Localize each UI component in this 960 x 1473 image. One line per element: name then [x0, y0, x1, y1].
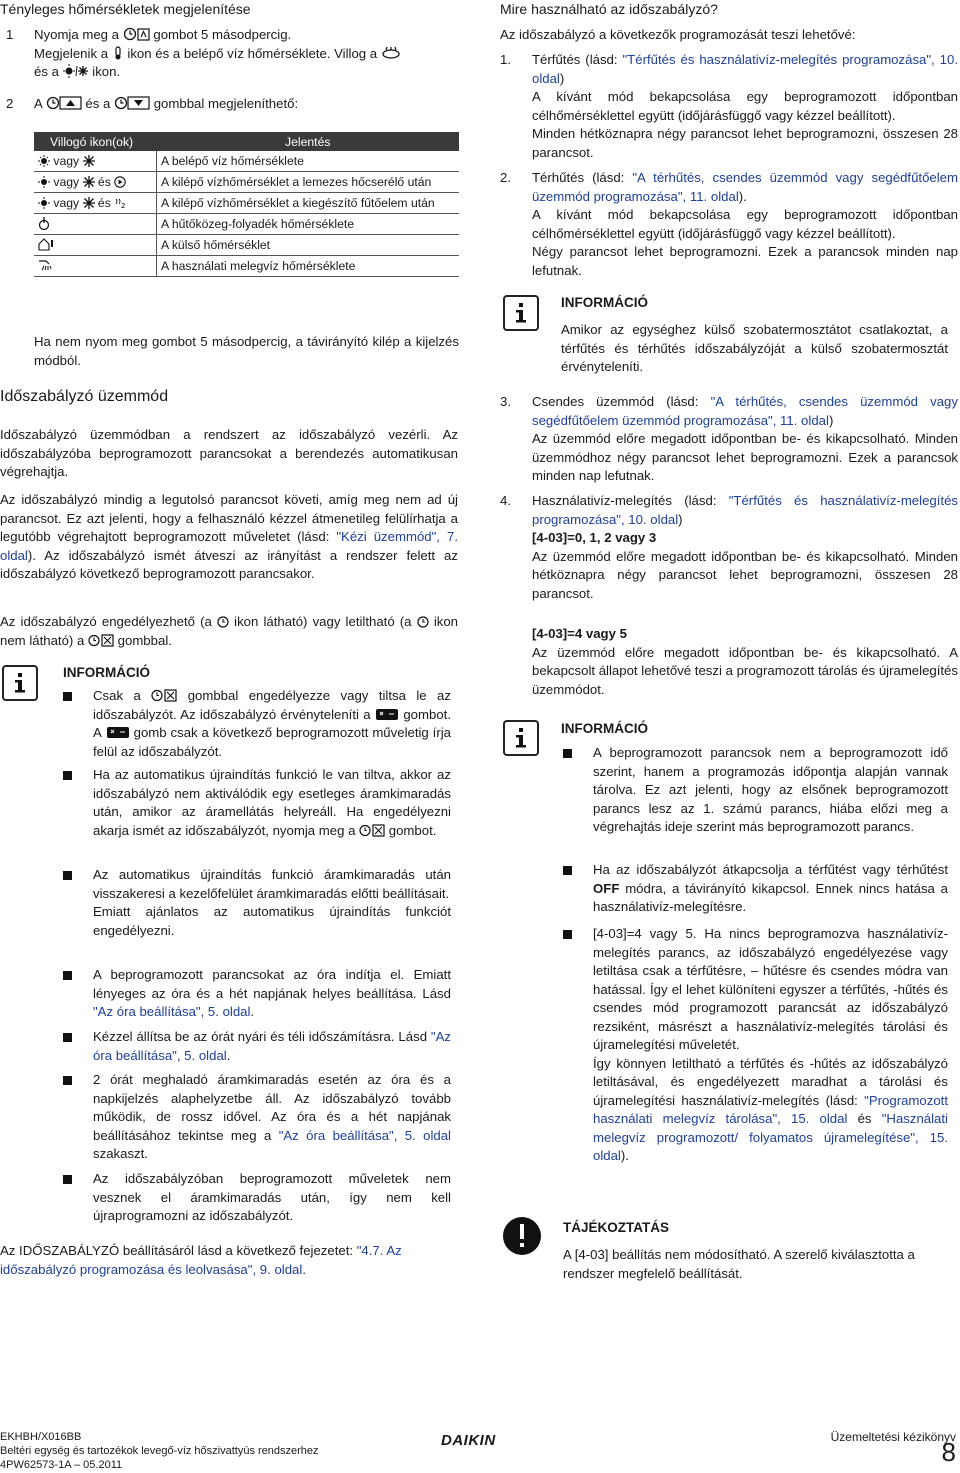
right-title: Mire használható az időszabályzó? — [500, 1, 718, 17]
step-1: Nyomja meg a gombot 5 másodpercig. Megjelenik a ikon és a belépő víz hőmérséklete. Villog a és a ikon. — [34, 26, 459, 82]
bullet — [563, 930, 572, 939]
info-icon — [2, 665, 38, 701]
caution-icon — [503, 1217, 541, 1255]
bullet — [63, 871, 72, 880]
info-bullet-3: Az automatikus újraindítás funkció áramkimaradás után visszakeresi a kezelőfelület áramkimaradás előtti beállításait. Emiatt ajánlatos az automatikus újraindítás funkciót engedélyezni. — [93, 867, 451, 938]
link-cooling-programming[interactable]: "A térhűtés, csendes üzemmód vagy segédfűtőelem üzemmód programozása", 11. oldal — [532, 170, 958, 204]
timer-button-icon — [359, 824, 385, 837]
link-clock-setting[interactable]: "Az óra beállítása", 5. oldal — [93, 1004, 251, 1019]
info-room-thermostat: Amikor az egységhez külső szobatermosztátot csatlakoztat, a térfűtés és térhűtés időszabályzóját a külső szobatermosztát érvényteleníti. — [561, 322, 948, 374]
table-row: vagy és 2 A kilépő vízhőmérséklet a kiegészítő fűtőelem után — [34, 193, 459, 214]
timer-button-icon — [88, 634, 114, 647]
item-3: Csendes üzemmód (lásd: "A térhűtés, csendes üzemmód vagy segédfűtőelem üzemmód programozása", 11. oldal) Az üzemmód előre megadott időpontban be- és kikapcsolható. Minden üzemmódhoz négy parancsot lehet beprogramozni. Ezek a parancsok minden nap lefutnak. — [532, 394, 958, 483]
timer-mode-title: Időszabályzó üzemmód — [0, 388, 169, 405]
table-row: A külső hőmérséklet — [34, 235, 459, 256]
shower-icon — [38, 259, 52, 272]
info-bullet-1: Csak a gombbal engedélyezze vagy tiltsa le az időszabályzót. Az időszabályzó érvényteleníti a gombot. A gomb csak a következő beprogramozott műveletig írja felül az időszabályzót. — [93, 688, 451, 759]
table-row: A használati melegvíz hőmérséklete — [34, 256, 459, 277]
backup-heater-icon — [114, 196, 128, 209]
section-title: Tényleges hőmérsékletek megjelenítése — [0, 1, 251, 17]
final-reference: Az IDŐSZABÁLYZÓ beállításáról lásd a következő fejezetet: "4.7. Az időszabályzó programozása és leolvasása", 9. oldal. — [0, 1243, 402, 1277]
right-intro: Az időszabályzó a következők programozását teszi lehetővé: — [500, 27, 856, 42]
bullet — [563, 749, 572, 758]
link-heating-dhw-programming[interactable]: "Térfűtés és használativíz-melegítés programozása", 10. oldal — [532, 52, 958, 86]
right-info-bullet-3: [4-03]=4 vagy 5. Ha nincs beprogramozva használativíz-melegítés parancs, az időszabályzó engedélyezése vagy letiltása csak a térfűtésre, – hűtésre és csendes módra van hatással. Így el lehet különíteni egyszer a térfűtés, -hűtés és csendes mód programozott parancsát az időszabályzó rezsiként, másrészt a használativíz-melegítés tárolási és újramelegítési műveletét. Így könnyen letiltható a térfűtés és -hűtés az időszabályzó letiltásával, és engedélyezett maradhat a tárolási és újramelegítési használativíz-melegítés (lásd: "Programozott használati melegvíz tárolása", 15. oldal és "Használati melegvíz programozott/ folyamatos újramelegítése", 15. oldal). — [593, 926, 948, 1163]
sun-icon — [38, 197, 50, 209]
info-bullet-7: Az időszabályzóban beprogramozott műveletek nem vesznek el áramkimaradás után, így nem kell újraprogramozni az időszabályzót. — [93, 1171, 451, 1223]
table-row: vagy és A kilépő vízhőmérséklet a lemezes hőcserélő után — [34, 172, 459, 193]
table-row: vagy A belépő víz hőmérséklete — [34, 151, 459, 172]
item-3-number: 3. — [500, 394, 511, 409]
clock-icon — [217, 616, 229, 628]
info-bullet-6: 2 órát meghaladó áramkimaradás esetén az óra és a napkijelzés alaphelyzetbe áll. Az időszabályzó tovább működik, de rossz idővel. Az óra és a hét napjának beállításához tekintse meg a "Az óra beállítása", 5. oldal szakaszt. — [93, 1072, 451, 1161]
bullet — [63, 971, 72, 980]
timer-paragraph-2: Az időszabályzó mindig a legutolsó parancsot követi, amíg meg nem ad új parancsot. Ez azt jelenti, hogy a felhasználó kézzel átmenetileg felülírhatja a legutóbb végrehajtott beprogramozott műveletet (lásd: "Kézi üzemmód", 7. oldal). Az időszabályzó ismét átveszi az irányítást a rendszer felett az időszabályzó következő beprogramozott parancsakor. — [0, 492, 458, 581]
link-dhw-reheat[interactable]: "Használati melegvíz programozott/ folyamatos újramelegítése", 15. oldal — [593, 1111, 948, 1163]
table-header-meaning: Jelentés — [157, 132, 460, 151]
display-mode-icon — [137, 28, 150, 41]
info-bullet-2: Ha az automatikus újraindítás funkció le van tiltva, akkor az időszabályzó nem aktiválódik egy esetleges áramkimaradás után, amikor az áramellátás helyreáll. Ha engedélyezni akarja ismét az időszabályzót, nyomja meg a gombot. — [93, 767, 451, 838]
info-label: INFORMÁCIÓ — [561, 295, 648, 310]
link-heating-dhw-programming[interactable]: "Térfűtés és használativíz-melegítés programozása", 10. oldal — [532, 493, 958, 527]
caution-label: TÁJÉKOZTATÁS — [563, 1220, 669, 1235]
link-timer-programming[interactable]: "4.7. Az időszabályzó programozása és leolvasása", 9. oldal — [0, 1243, 402, 1277]
link-clock-setting[interactable]: "Az óra beállítása", 5. oldal — [93, 1029, 451, 1063]
step-2: A és a gombbal megjeleníthető: — [34, 96, 299, 111]
item-4: Használativíz-melegítés (lásd: "Térfűtés és használativíz-melegítés programozása", 10. oldal) [4-03]=0, 1, 2 vagy 3 Az üzemmód előre megadott időpontban be- és kikapcsolható. Minden hétköznapra négy parancsot lehet beprogramozni, összesen 28 parancsot. [4-03]=4 vagy 5 Az üzemmód előre megadott időpontban be- és kikapcsolható. A bekapcsolt állapot lehetővé teszi a programozott tárolás és újramelegítés üzemmódot. — [532, 493, 958, 697]
play-icon — [114, 176, 126, 188]
link-clock-setting[interactable]: "Az óra beállítása", 5. oldal — [278, 1127, 451, 1143]
step-2-number: 2 — [6, 96, 14, 111]
info-icon — [503, 720, 539, 756]
timer-paragraph-3: Az időszabályzó engedélyezhető (a ikon látható) vagy letiltható (a ikon nem látható) a gombbal. — [0, 614, 459, 648]
refrigerant-icon — [38, 217, 50, 230]
info-bullet-5: Kézzel állítsa be az órát nyári és téli időszámításra. Lásd "Az óra beállítása", 5. oldal. — [93, 1029, 451, 1063]
timer-button-icon — [151, 689, 177, 702]
sun-icon — [38, 176, 50, 188]
link-manual-mode[interactable]: "Kézi üzemmód", 7. oldal — [0, 529, 458, 563]
table-header-icons: Villogó ikon(ok) — [34, 132, 157, 151]
mode-button-icon — [375, 708, 399, 721]
mode-button-icon — [106, 726, 130, 739]
right-info-bullet-1: A beprogramozott parancsok nem a beprogramozott idő szerint, hanem a programozás időpontja alapján vannak tárolva. Ez azt jelenti, hogy az elsőnek beprogramozott parancs lesz az 1. számú parancs, hiába előzi meg a végrehajtás ideje szerint más beprogramozott parancs. — [593, 745, 948, 834]
item-4-number: 4. — [500, 493, 511, 508]
item-2: Térhűtés (lásd: "A térhűtés, csendes üzemmód vagy segédfűtőelem üzemmód programozása", 11. oldal). A kívánt mód bekapcsolása egy beprogramozott időpontban célhőmérséklettel együtt (időjárásfüggő vagy kézzel beállított). Négy parancsot lehet beprogramozni. Ezek a parancsok minden nap lefutnak. — [532, 170, 958, 278]
after-table-text: Ha nem nyom meg gombot 5 másodpercig, a távirányító kilép a kijelzés módból. — [34, 334, 459, 368]
step-1-number: 1 — [6, 27, 14, 42]
info-label: INFORMÁCIÓ — [63, 665, 150, 680]
water-inlet-icon — [381, 46, 401, 60]
footer-manual-title: Üzemeltetési kézikönyv — [830, 1430, 956, 1444]
thermometer-icon — [112, 46, 124, 60]
outdoor-house-icon — [38, 238, 54, 251]
bullet — [63, 1175, 72, 1184]
clock-icon — [123, 27, 137, 41]
footer-model: EKHBH/X016BB — [0, 1431, 82, 1443]
item-2-number: 2. — [500, 170, 511, 185]
footer-description: Beltéri egység és tartozékok levegő-víz hőszivattyús rendszerhez — [0, 1445, 319, 1457]
daikin-logo: DAIKIN — [441, 1432, 496, 1449]
snowflake-icon — [83, 155, 95, 167]
info-label: INFORMÁCIÓ — [561, 721, 648, 736]
bullet — [63, 771, 72, 780]
link-quiet-mode-programming[interactable]: "A térhűtés, csendes üzemmód vagy segédfűtőelem üzemmód programozása", 11. oldal — [532, 394, 958, 428]
caution-text: A [4-03] beállítás nem módosítható. A szerelő kiválasztotta a rendszer megfelelő beállítását. — [563, 1247, 915, 1281]
snowflake-icon — [83, 197, 95, 209]
right-info-bullet-2: Ha az időszabályzót átkapcsolja a térfűtést vagy térhűtést OFF módra, a távirányító kikapcsol. Ennek nincs hatása a használativíz-melegítésre. — [593, 862, 949, 914]
info-icon — [503, 295, 539, 331]
snowflake-icon — [83, 176, 95, 188]
svg-text:2: 2 — [121, 202, 126, 209]
bullet — [63, 692, 72, 701]
table-row: A hűtőközeg-folyadék hőmérséklete — [34, 214, 459, 235]
sun-icon — [38, 155, 50, 167]
bullet — [63, 1076, 72, 1085]
link-dhw-storage[interactable]: "Programozott használati melegvíz tárolása", 15. oldal — [593, 1092, 948, 1126]
item-1: Térfűtés (lásd: "Térfűtés és használativíz-melegítés programozása", 10. oldal) A kívánt mód bekapcsolása egy beprogramozott időpontban célhőmérséklettel együtt (időjárásfüggő vagy kézzel beállított). Minden hétköznapra négy parancsot lehet beprogramozni, összesen 28 parancsot. — [532, 52, 958, 160]
clock-down-button-icon — [114, 96, 150, 110]
footer-code: 4PW62573-1A – 05.2011 — [0, 1459, 123, 1471]
item-1-number: 1. — [500, 52, 511, 67]
clock-icon — [417, 616, 429, 628]
bullet — [563, 866, 572, 875]
info-bullet-4: A beprogramozott parancsokat az óra indítja el. Emiatt lényeges az óra és a hét napjának helyes beállítása. Lásd "Az óra beállítása", 5. oldal. — [93, 967, 451, 1019]
heating-cooling-icon — [63, 64, 89, 78]
bullet — [63, 1033, 72, 1042]
page-number: 8 — [941, 1437, 956, 1467]
timer-paragraph-1: Időszabályzó üzemmódban a rendszert az időszabályzó vezérli. Az időszabályzóba beprogramozott parancsokat a berendezés automatikusan végrehajtja. — [0, 427, 458, 479]
clock-up-button-icon — [46, 96, 82, 110]
temperature-table — [34, 132, 459, 277]
